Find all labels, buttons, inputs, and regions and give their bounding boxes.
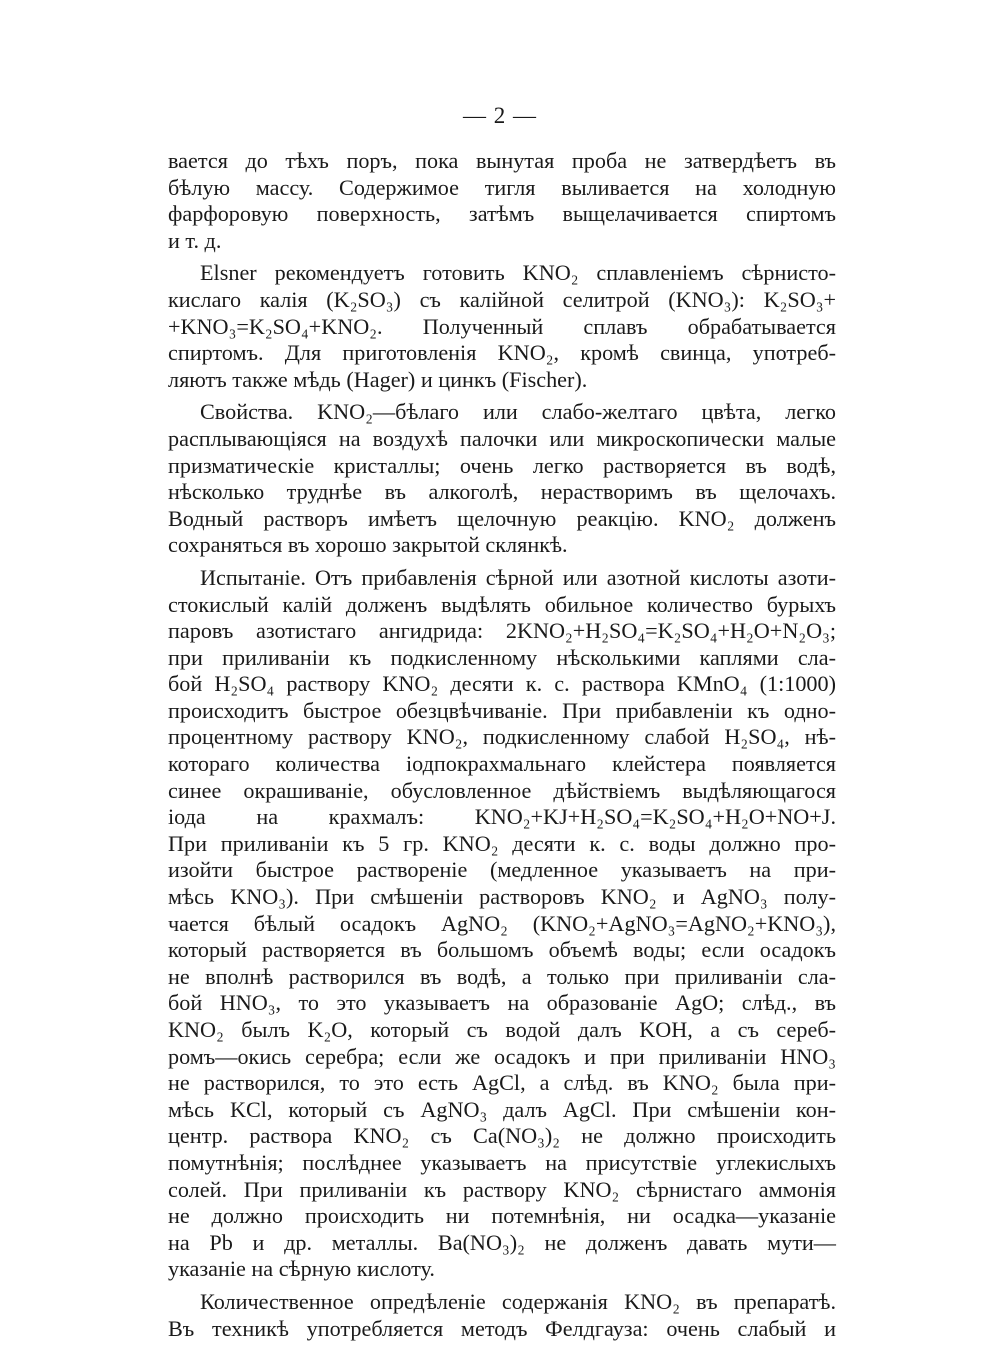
text-line: мѣсь KCl, который съ AgNO₃ далъ AgCl. При смѣшеніи кон- <box>168 1096 836 1122</box>
text-line: мѣсь KNO₃). При смѣшеніи растворовъ KNO₂ и AgNO₃ полу- <box>168 884 836 910</box>
text-line: вается до тѣхъ поръ, пока вынутая проба не затвердѣетъ въ <box>168 148 836 173</box>
text-line: солей. При приливаніи къ раствору KNO₂ сѣрнистаго аммонія <box>168 1176 836 1202</box>
text-line: паровъ азотистаго ангидрида: 2KNO₂+H₂SO₄=K₂SO₄+H₂O+N₂O₃; <box>168 618 836 644</box>
text-line: Водный растворъ имѣетъ щелочную реакцію. KNO₂ долженъ <box>168 505 836 531</box>
text-line: іода на крахмалъ: KNO₂+KJ+H₂SO₄=K₂SO₄+H₂O+NO+J. <box>168 804 836 830</box>
text-line: не вполнѣ растворился въ водѣ, а только при приливаніи сла- <box>168 963 836 989</box>
text-line: и т. д. <box>168 227 222 253</box>
text-line: происходитъ быстрое обезцвѣчиваніе. При прибавленіи къ одно- <box>168 697 836 723</box>
text-line: на Pb и др. металлы. Ba(NO₃)₂ не долженъ давать мути— <box>168 1229 836 1255</box>
text-line: бѣлую массу. Содержимое тигля выливается на холодную <box>168 174 836 200</box>
text-line: Свойства. KNO₂—бѣлаго или слабо-желтаго цвѣта, легко <box>200 399 836 425</box>
text-line: призматическіе кристаллы; очень легко растворяется въ водѣ, <box>168 452 836 478</box>
text-line: Въ техникѣ употребляется методъ Фелдгауза: очень слабый и <box>168 1315 836 1341</box>
text-line: нѣсколько труднѣе въ алкоголѣ, нерастворимъ въ щелочахъ. <box>168 479 836 505</box>
page-number: — 2 — <box>463 103 537 128</box>
text-line: не растворился, то это есть AgCl, а слѣд. въ KNO₂ была при- <box>168 1070 836 1096</box>
text-line: расплывающіяся на воздухѣ палочки или микроскопически малые <box>168 425 836 451</box>
text-line: процентному раствору KNO₂, подкисленному слабой H₂SO₄, нѣ- <box>168 724 836 750</box>
text-line: при приливаніи къ подкисленному нѣсколькими каплями сла- <box>168 644 836 670</box>
text-line: центр. раствора KNO₂ съ Ca(NO₃)₂ не должно происходить <box>168 1123 836 1149</box>
text-line: сохраняться въ хорошо закрытой склянкѣ. <box>168 532 568 558</box>
text-line: чается бѣлый осадокъ AgNO₂ (KNO₂+AgNO₃=AgNO₂+KNO₃), <box>168 910 836 936</box>
body-text <box>168 148 836 1342</box>
text-line: Испытаніе. Отъ прибавленія сѣрной или азотной кислоты азоти- <box>200 564 836 590</box>
text-line: котораго количества іодпокрахмальнаго клейстера появляется <box>168 751 836 777</box>
text-line: не должно происходить ни потемнѣнія, ни осадка—указаніе <box>168 1203 836 1229</box>
text-line: спиртомъ. Для приготовленія KNO₂, кромѣ свинца, употреб- <box>168 340 836 366</box>
text-line: фарфоровую поверхность, затѣмъ выщелачивается спиртомъ <box>168 201 836 227</box>
text-line: +KNO₃=K₂SO₄+KNO₂. Полученный сплавъ обрабатывается <box>168 313 836 339</box>
text-line: Количественное опредѣленіе содержанія KNO₂ въ препаратѣ. <box>200 1288 836 1314</box>
text-line: стокислый калій долженъ выдѣлять обильное количество бурыхъ <box>168 591 836 617</box>
text-line: изойти быстрое раствореніе (медленное указываетъ на при- <box>168 857 836 883</box>
text-line: кислаго калія (K₂SO₃) съ калійной селитрой (KNO₃): K₂SO₃+ <box>168 286 836 312</box>
text-line: бой HNO₃, то это указываетъ на образованіе AgO; слѣд., въ <box>168 990 836 1016</box>
text-line: который растворяется въ большомъ объемѣ воды; если осадокъ <box>168 937 836 963</box>
text-line: помутнѣнія; послѣднее указываетъ на присутствіе углекислыхъ <box>168 1149 836 1175</box>
text-line: указаніе на сѣрную кислоту. <box>168 1256 435 1282</box>
text-line: Elsner рекомендуетъ готовить KNO₂ сплавленіемъ сѣрнисто- <box>200 260 836 286</box>
text-line: ромъ—окись серебра; если же осадокъ и при приливаніи HNO₃ <box>168 1043 836 1069</box>
text-line: бой H₂SO₄ раствору KNO₂ десяти к. с. раствора KMnO₄ (1:1000) <box>168 671 836 697</box>
text-line: KNO₂ былъ K₂O, который съ водой далъ KOH, а съ сереб- <box>168 1017 836 1042</box>
text-line: ляютъ также мѣдь (Hager) и цинкъ (Fischer). <box>168 366 588 392</box>
text-line: При приливаніи къ 5 гр. KNO₂ десяти к. с. воды должно про- <box>168 830 836 856</box>
text-line: синее окрашиваніе, обусловленное дѣйствіемъ выдѣляющагося <box>168 777 836 803</box>
